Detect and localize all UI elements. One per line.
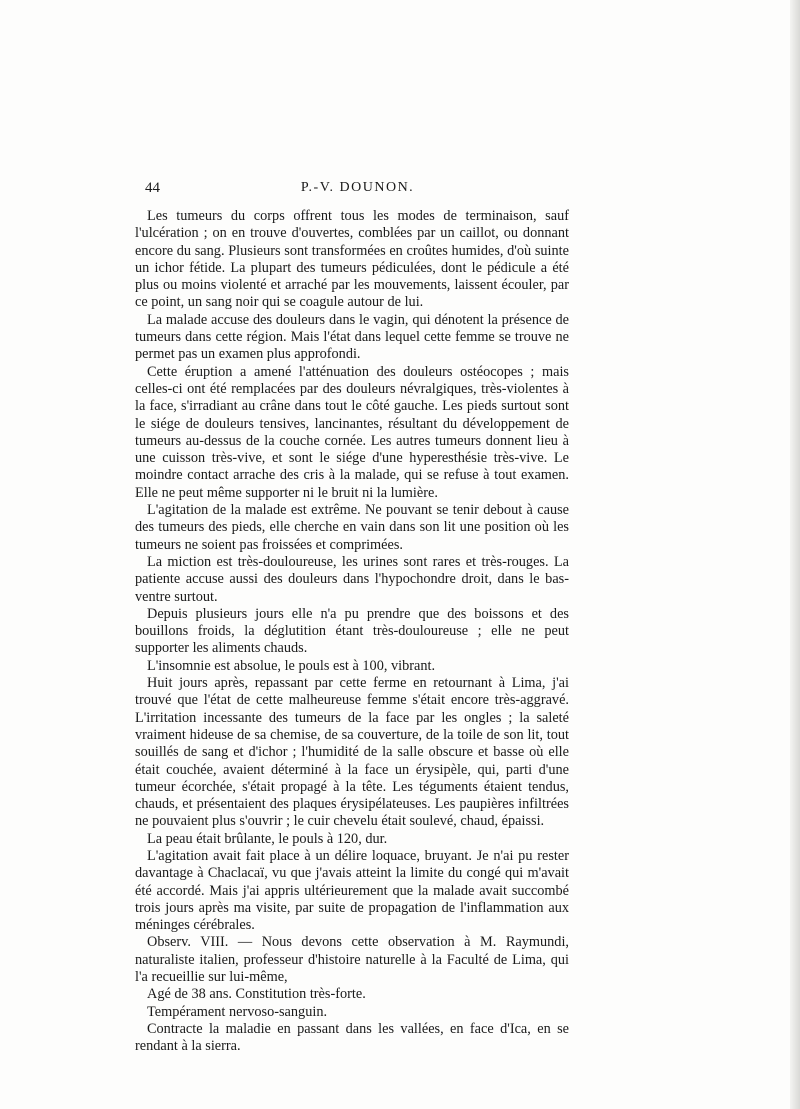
page-edge-shadow bbox=[790, 0, 800, 1109]
page-number: 44 bbox=[145, 180, 160, 196]
paragraph: Agé de 38 ans. Constitution très-forte. bbox=[147, 986, 366, 1003]
paragraph: Observ. VIII. — Nous devons cette observation à M. Raymundi, naturaliste italien, professeur d'histoire naturelle à la Faculté de Lima, qui l'a recueillie sur lui-même, bbox=[135, 934, 569, 986]
paragraph: Depuis plusieurs jours elle n'a pu prendre que des boissons et des bouillons froids, la déglutition étant très-douloureuse ; elle ne peut supporter les aliments chauds. bbox=[135, 605, 569, 657]
running-head: P.-V. DOUNON. bbox=[300, 180, 415, 195]
paragraph: La miction est très-douloureuse, les urines sont rares et très-rouges. La patiente accuse aussi des douleurs dans l'hypochondre droit, dans le bas-ventre surtout. bbox=[135, 553, 569, 605]
body-text bbox=[135, 208, 569, 1056]
paragraph: Les tumeurs du corps offrent tous les modes de terminaison, sauf l'ulcération ; on en trouve d'ouvertes, comblées par un caillot, ou donnant encore du sang. Plusieurs sont transformées en croûtes humides, d'où suinte un ichor fétide. La plupart des tumeurs pédiculées, dont le pédicule a été plus ou moins violenté et arraché par les mouvements, laissent écouler, par ce point, un sang noir qui se coagule autour de lui. bbox=[135, 208, 569, 311]
paragraph: Cette éruption a amené l'atténuation des douleurs ostéocopes ; mais celles-ci ont été remplacées par des douleurs névralgiques, très-violentes à la face, s'irradiant au crâne dans tout le côté gauche. Les pieds surtout sont le siége de douleurs tensives, lancinantes, résultant du développement de tumeurs au-dessus de la couche cornée. Les autres tumeurs donnent lieu à une cuisson très-vive, et sont le siége d'une hyperesthésie très-vive. Le moindre contact arrache des cris à la malade, qui se refuse à tout examen. Elle ne peut même supporter ni le bruit ni la lumière. bbox=[135, 363, 569, 501]
paragraph: Contracte la maladie en passant dans les vallées, en face d'Ica, en se rendant à la sierra. bbox=[135, 1020, 569, 1055]
paragraph: L'agitation avait fait place à un délire loquace, bruyant. Je n'ai pu rester davantage à Chaclacaï, vu que j'avais atteint la limite du congé qui m'avait été accordé. Mais j'ai appris ultérieurement que la malade avait succombé trois jours après ma visite, par suite de propagation de l'inflammation aux méninges cérébrales. bbox=[135, 847, 569, 934]
paragraph: La malade accuse des douleurs dans le vagin, qui dénotent la présence de tumeurs dans cette région. Mais l'état dans lequel cette femme se trouve ne permet pas un examen plus approfondi. bbox=[135, 311, 569, 363]
paragraph: L'agitation de la malade est extrême. Ne pouvant se tenir debout à cause des tumeurs des pieds, elle cherche en vain dans son lit une position où les tumeurs ne soient pas froissées et comprimées. bbox=[135, 502, 569, 553]
paragraph: L'insomnie est absolue, le pouls est à 100, vibrant. bbox=[147, 657, 436, 674]
paragraph: Huit jours après, repassant par cette ferme en retournant à Lima, j'ai trouvé que l'état de cette malheureuse femme s'était encore très-aggravé. L'irritation incessante des tumeurs de la face par les ongles ; la saleté vraiment hideuse de sa chemise, de sa couverture, de la toile de son lit, tout souillés de sang et d'ichor ; l'humidité de la salle obscure et basse où elle était couchée, avaient déterminé à la face un érysipèle, qui, parti d'une tumeur écorchée, s'était propagé à la tête. Les téguments étaient tendus, chauds, et présentaient des plaques érysipélateuses. Les paupières infiltrées ne pouvaient plus s'ouvrir ; le cuir chevelu était soulevé, chaud, épaissi. bbox=[135, 675, 569, 830]
paragraph: La peau était brûlante, le pouls à 120, dur. bbox=[147, 830, 388, 847]
page-header bbox=[145, 180, 570, 202]
paragraph: Tempérament nervoso-sanguin. bbox=[147, 1003, 328, 1020]
